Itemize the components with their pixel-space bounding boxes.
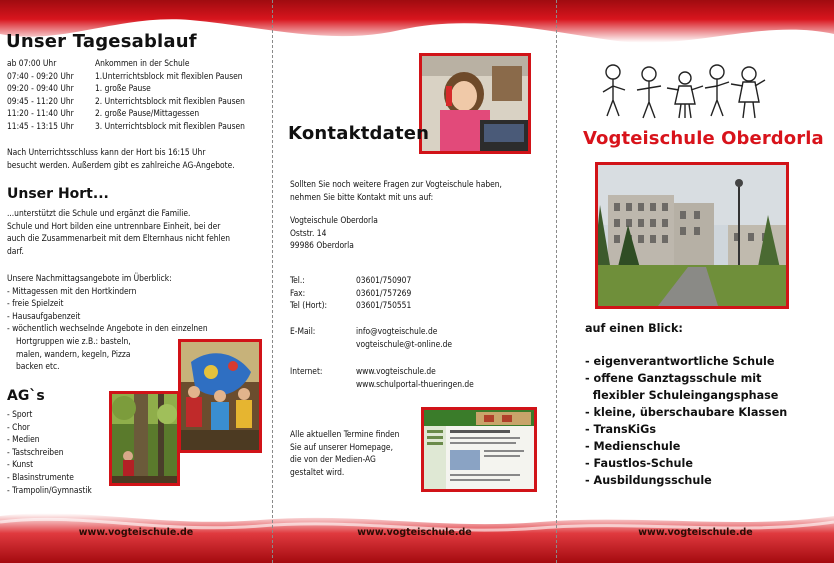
ag-item: - Trampolin/Gymnastik <box>7 484 92 495</box>
email-link[interactable]: info@vogteischule.de <box>356 326 438 336</box>
email-link[interactable]: vogteischule@t-online.de <box>356 338 453 349</box>
ag-item: - Tastschreiben <box>7 446 64 457</box>
offers-intro: Unsere Nachmittagsangebote im Überblick: <box>7 273 172 283</box>
hort-text <box>7 207 230 257</box>
offer-item-continued: malen, wandern, kegeln, Pizza <box>16 348 131 359</box>
footer-url[interactable]: www.vogteischule.de <box>357 527 472 538</box>
glance-item: - kleine, überschaubare Klassen <box>585 406 788 419</box>
ag-item: - Chor <box>7 421 30 432</box>
hort-phone-label: Tel (Hort): <box>290 300 328 311</box>
school-address <box>290 214 378 252</box>
schedule-activity: 2. große Pause/Mittagessen <box>95 108 200 119</box>
text-line: die von der Medien-AG <box>290 454 376 465</box>
text-line: besucht werden. Außerdem gibt es zahlreiche AG-Angebote. <box>7 159 235 170</box>
email-block <box>290 325 452 350</box>
phone-table <box>290 274 411 312</box>
text-line: Alle aktuellen Termine finden <box>290 429 400 439</box>
homepage-screenshot-image <box>424 410 534 489</box>
after-school-text <box>7 146 235 171</box>
glance-item: - Faustlos-Schule <box>585 457 693 470</box>
offer-item: - Hausaufgabenzeit <box>7 310 81 321</box>
ag-item: - Medien <box>7 434 40 445</box>
schedule-time: 11:20 - 11:40 Uhr <box>7 108 74 119</box>
school-building-photo <box>595 162 789 309</box>
internet-row <box>290 378 474 391</box>
ag-item: - Sport <box>7 409 33 419</box>
panel-contact <box>273 0 556 563</box>
schedule-time: 11:45 - 13:15 Uhr <box>7 120 74 131</box>
text-line: Sie auf unserer Homepage, <box>290 441 393 452</box>
forest-child-photo <box>109 391 180 486</box>
ag-item: - Blasinstrumente <box>7 471 74 482</box>
glance-item: - eigenverantwortliche Schule <box>585 355 775 368</box>
internet-row <box>290 365 474 378</box>
hort-phone-row <box>290 299 411 312</box>
address-line: 99986 Oberdorla <box>290 240 354 251</box>
schedule-table <box>7 57 245 133</box>
ag-list <box>7 408 92 496</box>
schedule-row <box>7 120 245 133</box>
homepage-screenshot <box>421 407 537 492</box>
schedule-title: Unser Tagesablauf <box>6 31 197 52</box>
text-line: auch die Zusammenarbeit mit dem Elternhaus nicht fehlen <box>7 233 231 244</box>
email-row <box>290 338 452 351</box>
email-label: E-Mail: <box>290 326 316 336</box>
footer-url[interactable]: www.vogteischule.de <box>638 527 753 538</box>
schedule-row <box>7 57 245 70</box>
text-line: nehmen Sie bitte Kontakt mit uns auf: <box>290 191 434 202</box>
text-line: Sollten Sie noch weitere Fragen zur Vogteischule haben, <box>290 179 502 189</box>
school-building-image <box>598 165 786 306</box>
text-line: darf. <box>7 245 24 256</box>
contact-title: Kontaktdaten <box>288 123 430 144</box>
glance-item: - TransKiGs <box>585 423 656 436</box>
girl-phone-photo <box>419 53 531 154</box>
glance-item: flexibler Schuleingangsphase <box>585 389 779 402</box>
panel-overview <box>557 0 834 563</box>
fax-number[interactable]: 03601/757269 <box>356 287 412 298</box>
kids-mural-image <box>181 342 259 450</box>
schedule-activity: Ankommen in der Schule <box>95 58 190 68</box>
schedule-activity: 3. Unterrichtsblock mit flexiblen Pausen <box>95 120 245 131</box>
forest-child-image <box>112 394 177 483</box>
schedule-time: 07:40 - 09:20 Uhr <box>7 70 74 81</box>
email-row <box>290 325 452 338</box>
schedule-row <box>7 95 245 108</box>
schedule-time: ab 07:00 Uhr <box>7 58 57 68</box>
schedule-activity: 2. Unterrichtsblock mit flexiblen Pausen <box>95 95 245 106</box>
girl-phone-image <box>422 56 528 151</box>
text-line: Nach Unterrichtsschluss kann der Hort bis 16:15 Uhr <box>7 147 206 157</box>
offer-item: - wöchentlich wechselnde Angebote in den einzelnen <box>7 323 208 334</box>
footer-url[interactable]: www.vogteischule.de <box>78 527 194 538</box>
internet-block <box>290 365 474 390</box>
phone-number[interactable]: 03601/750907 <box>356 275 412 285</box>
phone-row <box>290 274 411 287</box>
offer-item: - freie Spielzeit <box>7 298 64 309</box>
website-link[interactable]: www.vogteischule.de <box>356 366 436 376</box>
schedule-activity: 1.Unterrichtsblock mit flexiblen Pausen <box>95 70 243 81</box>
contact-intro <box>290 178 502 203</box>
fax-row <box>290 287 411 300</box>
hort-title: Unser Hort... <box>7 186 109 202</box>
text-line: Schule und Hort bilden eine untrennbare Einheit, bei der <box>7 220 221 231</box>
homepage-note <box>290 428 399 478</box>
ag-title: AG`s <box>7 388 45 404</box>
phone-label: Tel.: <box>290 275 305 285</box>
glance-item: - offene Ganztagsschule mit <box>585 372 762 385</box>
offer-item-continued: Hortgruppen wie z.B.: basteln, <box>16 335 131 346</box>
glance-item: - Ausbildungsschule <box>585 474 712 487</box>
address-line: Vogteischule Oberdorla <box>290 215 378 225</box>
text-line: ...unterstützt die Schule und ergänzt die Familie. <box>7 208 191 218</box>
internet-label: Internet: <box>290 366 323 376</box>
text-line: gestaltet wird. <box>290 466 345 477</box>
schedule-row <box>7 107 245 120</box>
schedule-activity: 1. große Pause <box>95 83 151 94</box>
school-brand-name: Vogteischule Oberdorla <box>583 128 824 149</box>
panel-daily-schedule <box>0 0 272 563</box>
glance-title: auf einen Blick: <box>585 322 683 335</box>
ag-item: - Kunst <box>7 459 34 470</box>
offer-item-continued: backen etc. <box>16 361 60 372</box>
website-link[interactable]: www.schulportal-thueringen.de <box>356 378 474 389</box>
glance-item: - Medienschule <box>585 440 681 453</box>
schedule-row <box>7 82 245 95</box>
address-line: Oststr. 14 <box>290 227 327 238</box>
children-drawing-logo <box>599 60 769 124</box>
fax-label: Fax: <box>290 287 306 298</box>
hort-phone-number[interactable]: 03601/750551 <box>356 300 412 311</box>
offer-item: - Mittagessen mit den Hortkindern <box>7 285 137 296</box>
schedule-row <box>7 70 245 83</box>
glance-list <box>585 353 787 489</box>
schedule-time: 09:45 - 11:20 Uhr <box>7 95 74 106</box>
schedule-time: 09:20 - 09:40 Uhr <box>7 83 74 94</box>
kids-mural-photo <box>178 339 262 453</box>
